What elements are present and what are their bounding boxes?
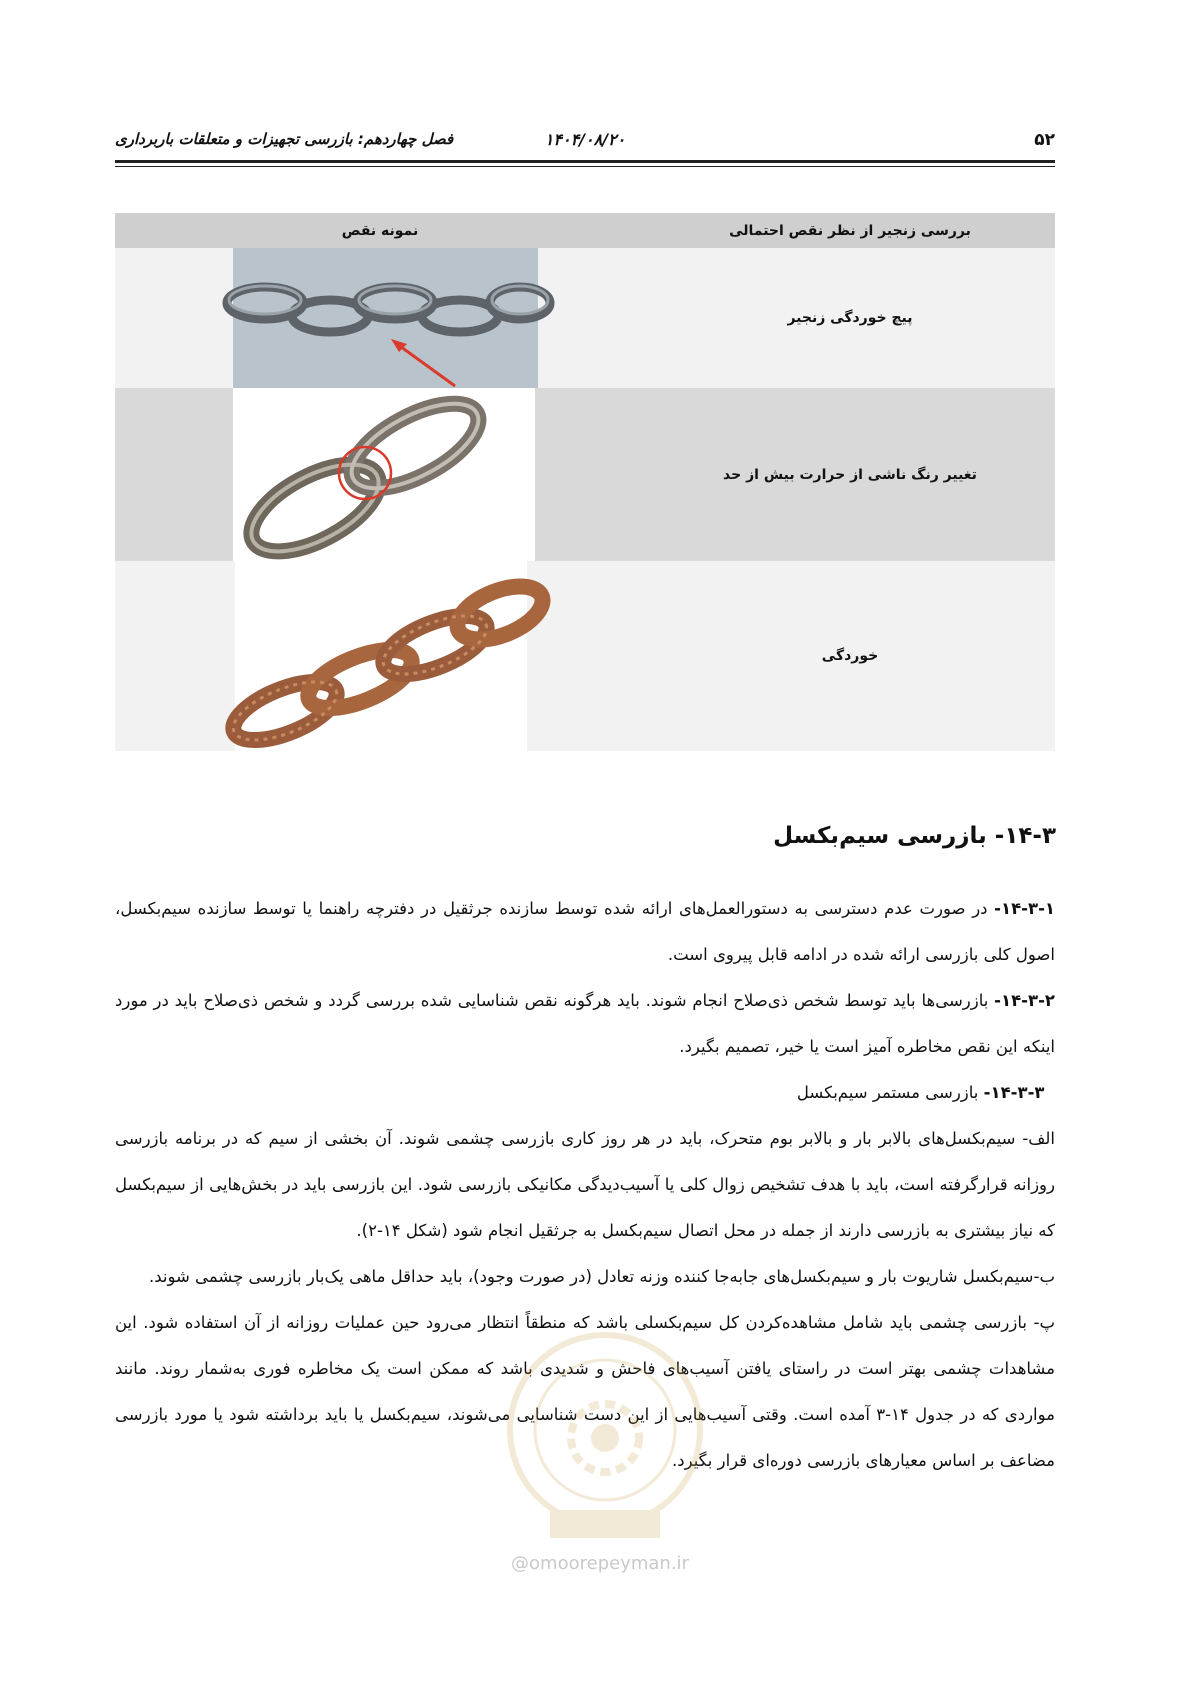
defect-label: پیچ خوردگی زنجیر <box>645 248 1055 388</box>
paragraph-3 <box>115 1070 1055 1116</box>
paragraph-number: ۱۴-۳-۱- <box>994 899 1055 918</box>
table-row <box>115 561 1055 751</box>
paragraph-5: ب-سیم‌بکسل شاریوت بار و سیم‌بکسل‌های جابه‌جا کننده وزنه تعادل (در صورت وجود)، باید حداقل ماهی یک‌بار بازرسی چشمی شوند. <box>148 1267 1055 1286</box>
header-date: ۱۴۰۴/۰۸/۲۰ <box>544 130 626 149</box>
paragraph-text: بازرسی‌ها باید توسط شخص ذی‌صلاح انجام شوند. باید هرگونه نقص شناسایی شده بررسی گردد و شخص ذی‌صلاح باید در مورد اینکه این نقص مخاطره آمیز است یا خیر، تصمیم بگیرد. <box>115 991 1055 1056</box>
paragraph-text: بازرسی مستمر سیم‌بکسل <box>796 1083 984 1102</box>
table-row <box>115 248 1055 388</box>
chapter-title: فصل چهاردهم: بازرسی تجهیزات و متعلقات باربرداری <box>115 130 454 148</box>
defect-label: خوردگی <box>645 561 1055 751</box>
page-header <box>115 130 1055 163</box>
page-number: ۵۲ <box>1034 130 1055 150</box>
corrosion-image <box>115 561 645 751</box>
paragraph-text: در صورت عدم دسترسی به دستورالعمل‌های ارائه شده توسط سازنده جرثقیل در دفترچه راهنما یا توسط سازنده سیم‌بکسل، اصول کلی بازرسی ارائه شده در ادامه قابل پیروی است. <box>115 899 1055 964</box>
section-title: ۱۴-۳- بازرسی سیم‌بکسل <box>773 823 1056 849</box>
chain-defects-table <box>115 213 1055 751</box>
paragraph-6: پ- بازرسی چشمی باید شامل مشاهده‌کردن کل سیم‌بکسلی باشد که منطقاً انتظار می‌رود حین عملیات روزانه از آن استفاده شود. این مشاهدات چشمی بهتر است در راستای یافتن آسیب‌های فاحش و شدیدی باشد که ممکن است یک مخاطره فوری به‌شمار روند. مانند مواردی که در جدول ۱۴-۳ آمده است. وقتی آسیب‌هایی از این دست شناسایی می‌شوند، سیم‌بکسل یا باید برداشته شود یا مورد بازرسی مضاعف بر اساس معیارهای بازرسی دوره‌ای قرار بگیرد. <box>115 1313 1055 1470</box>
heat-discoloration-image <box>115 388 645 561</box>
paragraph-number: ۱۴-۳-۳- <box>983 1083 1045 1102</box>
paragraph-4: الف- سیم‌بکسل‌های بالابر بار و بالابر بوم متحرک، باید در هر روز کاری بازرسی چشمی شوند. آن بخشی از سیم که در برنامه بازرسی روزانه قرارگرفته است، باید با هدف تشخیص زوال کلی یا آسیب‌دیدگی مکانیکی بازرسی شود. این بازرسی باید در بخش‌هایی از سیم‌بکسل که نیاز بیشتری به بازرسی دارند از جمله در محل اتصال سیم‌بکسل به جرثقیل انجام شود (شکل ۱۴-۲). <box>115 1129 1055 1240</box>
paragraph-2 <box>115 978 1055 1070</box>
paragraph-1 <box>115 886 1055 978</box>
watermark-site: @omoorepeyman.ir <box>511 1553 689 1574</box>
defect-label: تغییر رنگ ناشی از حرارت بیش از حد <box>645 388 1055 561</box>
body-text <box>115 886 1055 1484</box>
table-row <box>115 388 1055 561</box>
paragraph-number: ۱۴-۳-۲- <box>994 991 1055 1010</box>
col-header-inspection: بررسی زنجیر از نظر نقص احتمالی <box>645 213 1055 248</box>
twisted-chain-image <box>115 248 645 388</box>
col-header-sample: نمونه نقص <box>115 213 645 248</box>
